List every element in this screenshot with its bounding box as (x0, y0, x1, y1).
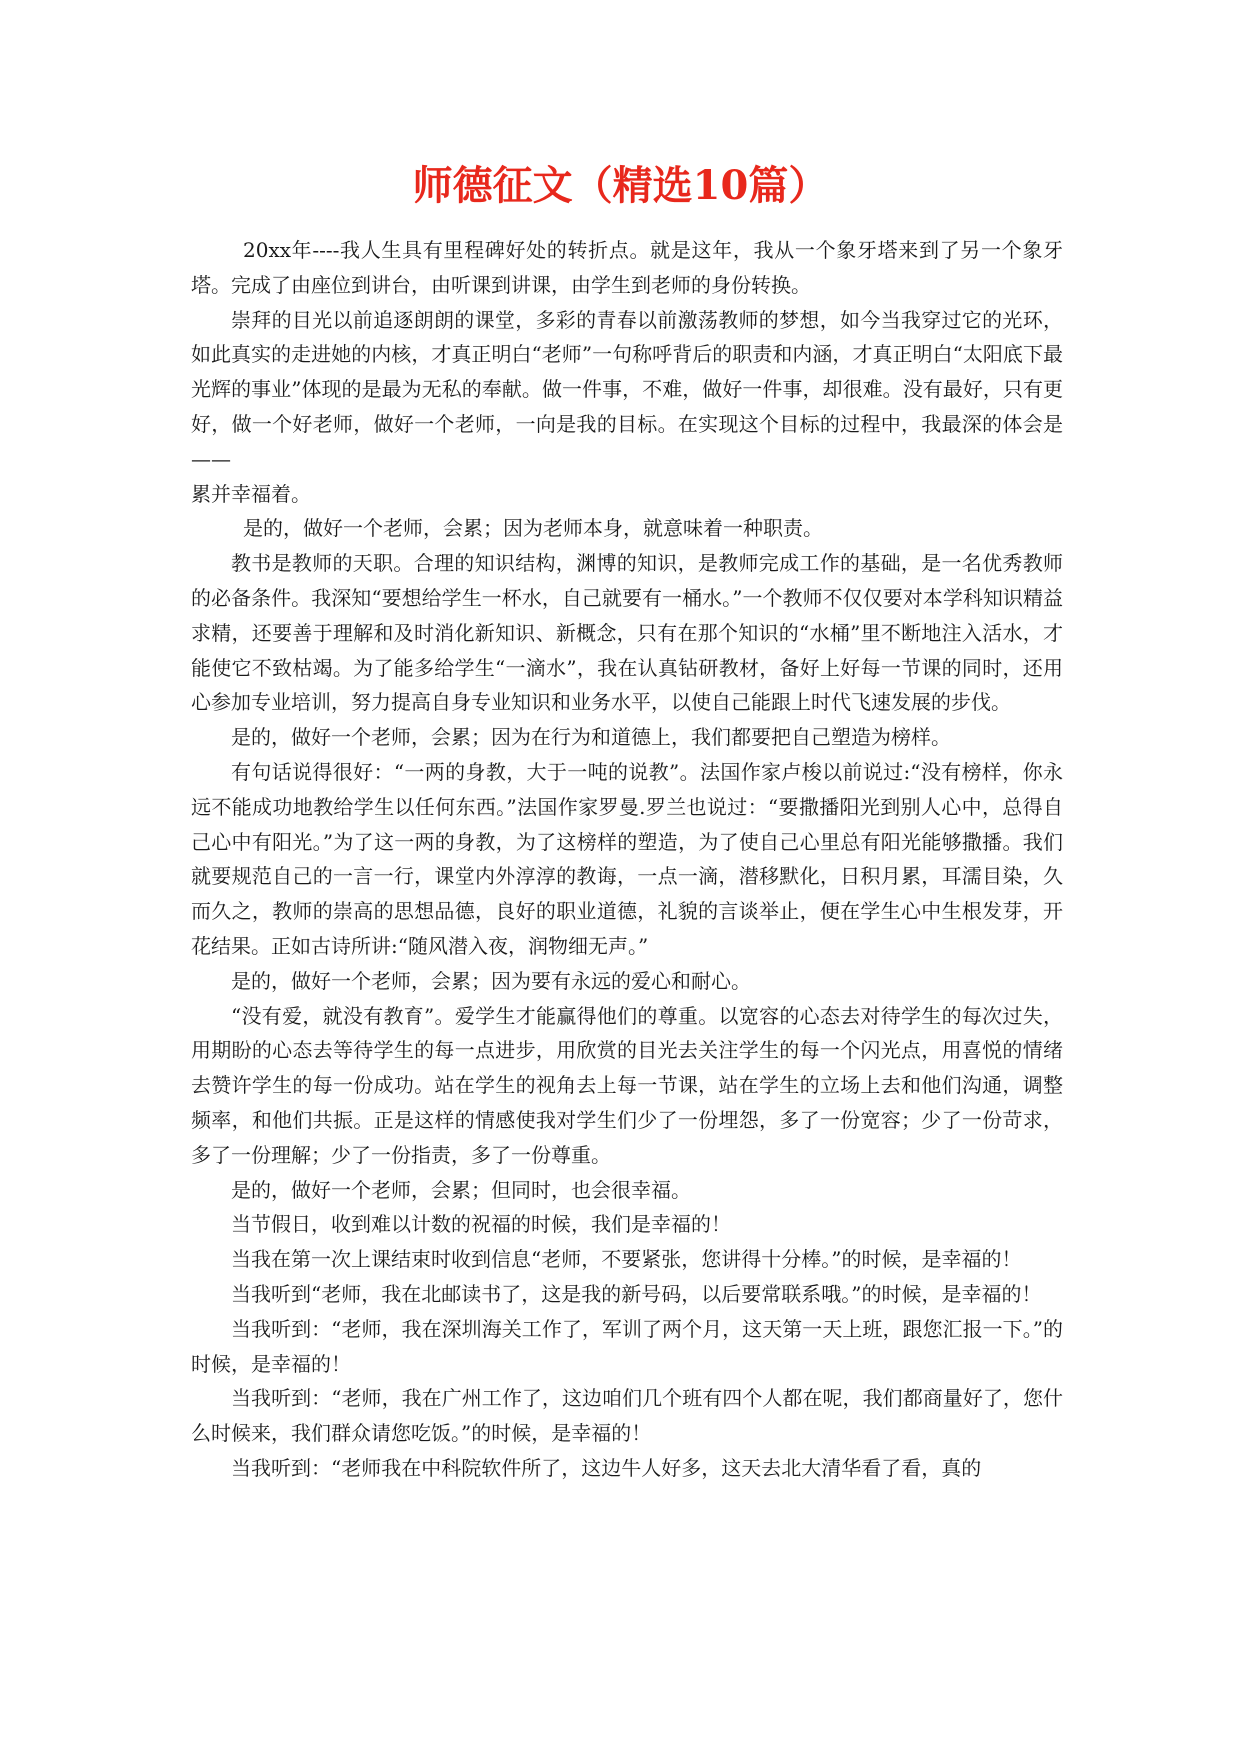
paragraph: 当节假日，收到难以计数的祝福的时候，我们是幸福的！ (231, 1212, 731, 1237)
paragraph: 当我听到：“老师，我在深圳海关工作了，军训了两个月，这天第一天上班，跟您汇报一下。”的时候，是幸福的！ (191, 1316, 1063, 1376)
paragraph: 当我听到：“老师，我在广州工作了，这边咱们几个班有四个人都在呢，我们都商量好了，您什么时候来，我们群众请您吃饭。”的时候，是幸福的！ (191, 1386, 1063, 1446)
paragraph: 是的，做好一个老师，会累；因为在行为和道德上，我们都要把自己塑造为榜样。 (231, 725, 951, 750)
document-title: 师德征文（精选10篇） (412, 162, 829, 209)
paragraph: 当我听到：“老师我在中科院软件所了，这边牛人好多，这天去北大清华看了看，真的 (231, 1455, 982, 1480)
paragraph: 是的，做好一个老师，会累；因为要有永远的爱心和耐心。 (231, 968, 751, 993)
paragraph: 是的，做好一个老师，会累；因为老师本身，就意味着一种职责。 (243, 516, 823, 541)
paragraph: “没有爱，就没有教育”。爱学生才能赢得他们的尊重。以宽容的心态去对待学生的每次过失，用期盼的心态去等待学生的每一点进步，用欣赏的目光去关注学生的每一个闪光点，用喜悦的情绪去赞许学生的每一份成功。站在学生的视角去上每一节课，站在学生的立场上去和他们沟通，调整频率，和他们共振。正是这样的情感使我对学生们少了一份埋怨，多了一份宽容；少了一份苛求，多了一份理解；少了一份指责，多了一份尊重。 (191, 1003, 1063, 1167)
paragraph: 当我听到“老师，我在北邮读书了，这是我的新号码，以后要常联系哦。”的时候，是幸福的！ (231, 1281, 1042, 1306)
paragraph: 累并幸福着。 (191, 481, 311, 506)
paragraph: 有句话说得很好：“一两的身教，大于一吨的说教”。法国作家卢梭以前说过:“没有榜样，你永远不能成功地教给学生以任何东西。”法国作家罗曼.罗兰也说过：“要撒播阳光到别人心中，总得自己心中有阳光。”为了这一两的身教，为了这榜样的塑造，为了使自己心里总有阳光能够撒播。我们就要规范自己的一言一行，课堂内外淳淳的教诲，一点一滴，潜移默化，日积月累，耳濡目染，久而久之，教师的崇高的思想品德，良好的职业道德，礼貌的言谈举止，便在学生心中生根发芽，开花结果。正如古诗所讲:“随风潜入夜，润物细无声。” (191, 759, 1063, 958)
paragraph: 教书是教师的天职。合理的知识结构，渊博的知识，是教师完成工作的基础，是一名优秀教师的必备条件。我深知“要想给学生一杯水，自己就要有一桶水。”一个教师不仅仅要对本学科知识精益求精，还要善于理解和及时消化新知识、新概念，只有在那个知识的“水桶”里不断地注入活水，才能使它不致枯竭。为了能多给学生“一滴水”，我在认真钻研教材，备好上好每一节课的同时，还用心参加专业培训，努力提高自身专业知识和业务水平，以使自己能跟上时代飞速发展的步伐。 (191, 551, 1063, 715)
paragraph: 20xx年----我人生具有里程碑好处的转折点。就是这年，我从一个象牙塔来到了另一个象牙塔。完成了由座位到讲台，由听课到讲课，由学生到老师的身份转换。 (191, 238, 1063, 297)
document-body (191, 233, 1063, 1486)
paragraph: 崇拜的目光以前追逐朗朗的课堂，多彩的青春以前激荡教师的梦想，如今当我穿过它的光环，如此真实的走进她的内核，才真正明白“老师”一句称呼背后的职责和内涵，才真正明白“太阳底下最光辉的事业”体现的是最为无私的奉献。做一件事，不难，做好一件事，却很难。没有最好，只有更好，做一个好老师，做好一个老师，一向是我的目标。在实现这个目标的过程中，我最深的体会是—— (191, 307, 1063, 471)
paragraph: 当我在第一次上课结束时收到信息“老师，不要紧张，您讲得十分棒。”的时候，是幸福的！ (231, 1247, 1022, 1272)
paragraph: 是的，做好一个老师，会累；但同时，也会很幸福。 (231, 1177, 691, 1202)
